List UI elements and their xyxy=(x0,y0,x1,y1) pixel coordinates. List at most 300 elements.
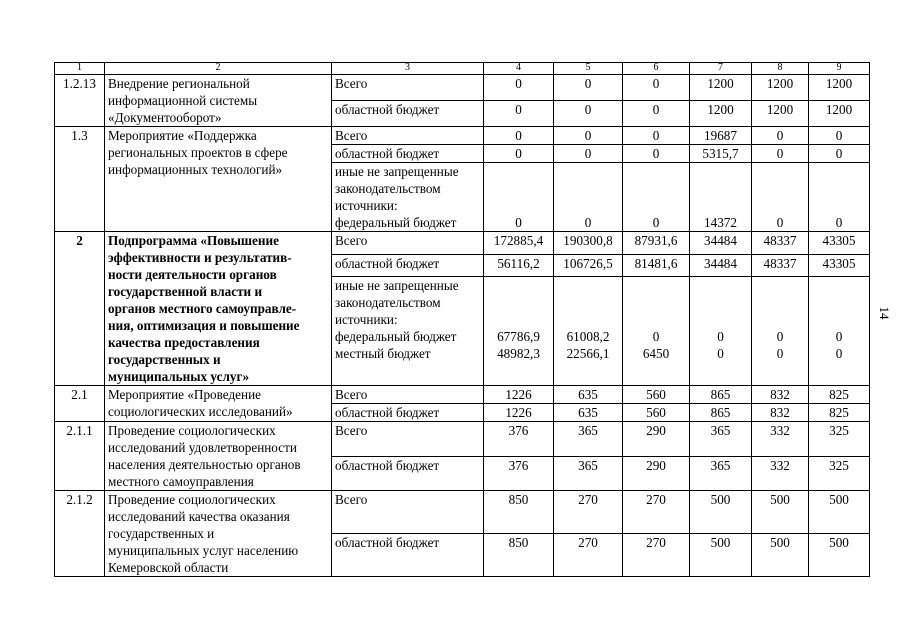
cell-line: 332 xyxy=(770,423,790,438)
cell-line: областной бюджет xyxy=(335,102,440,117)
value-cell xyxy=(752,386,809,404)
cell-line: 635 xyxy=(578,405,598,420)
funding-source xyxy=(332,491,484,534)
spacer xyxy=(487,163,550,180)
column-number: 1 xyxy=(55,63,105,75)
column-number: 6 xyxy=(623,63,690,75)
cell-line: Всего xyxy=(335,423,368,438)
cell-line: государственных и xyxy=(108,526,215,541)
funding-source xyxy=(332,163,484,232)
value-cell xyxy=(484,404,554,422)
value-cell xyxy=(752,534,809,577)
column-number: 4 xyxy=(484,63,554,75)
table-row xyxy=(55,232,870,255)
cell-line: 635 xyxy=(578,387,598,402)
cell-line: 0 xyxy=(584,128,592,143)
value-cell xyxy=(752,75,809,101)
value-cell xyxy=(752,491,809,534)
cell-line: 5315,7 xyxy=(702,146,739,161)
cell-line: 0 xyxy=(652,102,660,117)
spacer xyxy=(693,311,748,328)
cell-line: 0 xyxy=(652,329,660,345)
cell-line: 365 xyxy=(710,457,731,473)
value-cell xyxy=(623,422,690,457)
value-cell xyxy=(484,456,554,491)
spacer xyxy=(755,197,805,214)
cell-line: исследований качества оказания xyxy=(108,509,290,524)
cell-line: 0 xyxy=(515,102,522,117)
cell-line: 865 xyxy=(710,405,731,420)
cell-line: Кемеровской области xyxy=(108,560,229,575)
cell-line: государственной власти и xyxy=(108,284,263,299)
cell-line: 43305 xyxy=(822,233,856,248)
value-cell xyxy=(690,163,752,232)
funding-source xyxy=(332,127,484,145)
cell-line: 0 xyxy=(652,76,660,91)
value-cell xyxy=(809,422,870,457)
cell-line: 0 xyxy=(584,146,592,161)
budget-table xyxy=(54,62,870,577)
value-cell xyxy=(554,232,623,255)
value-cell xyxy=(690,277,752,386)
measure-name xyxy=(105,127,332,232)
cell-line: 1200 xyxy=(825,76,853,91)
measure-name xyxy=(105,75,332,127)
funding-source xyxy=(332,534,484,577)
value-cell xyxy=(809,404,870,422)
value-cell xyxy=(809,232,870,255)
value-cell xyxy=(554,254,623,277)
cell-line: 1200 xyxy=(766,102,794,117)
value-cell xyxy=(623,127,690,145)
cell-line: иные не запрещенные xyxy=(335,164,459,179)
cell-line: ности деятельности органов xyxy=(108,267,277,282)
cell-line: местного самоуправления xyxy=(108,474,254,489)
cell-line: Мероприятие «Проведение xyxy=(108,387,262,402)
cell-line: 0 xyxy=(515,128,522,143)
cell-line: областной бюджет xyxy=(335,146,440,161)
cell-line: 325 xyxy=(829,423,849,438)
spacer xyxy=(557,311,619,328)
cell-line: 0 xyxy=(652,128,660,143)
value-cell xyxy=(809,491,870,534)
row-code: 2.1.2 xyxy=(55,491,105,577)
cell-line: Всего xyxy=(335,76,368,91)
column-number: 3 xyxy=(332,63,484,75)
cell-line: 1200 xyxy=(707,76,734,91)
measure-name xyxy=(105,232,332,386)
cell-line: Внедрение региональной xyxy=(108,76,250,91)
value-cell xyxy=(752,127,809,145)
table-body xyxy=(55,63,870,577)
spacer xyxy=(626,197,686,214)
value-cell xyxy=(554,534,623,577)
cell-line: 0 xyxy=(584,102,592,117)
spacer xyxy=(755,163,805,180)
cell-line: 832 xyxy=(770,405,790,420)
cell-line: 865 xyxy=(710,387,731,402)
value-cell xyxy=(484,145,554,163)
value-cell xyxy=(690,491,752,534)
funding-source xyxy=(332,386,484,404)
funding-source xyxy=(332,145,484,163)
cell-line: исследований удовлетворенности xyxy=(108,440,297,455)
spacer xyxy=(487,277,550,294)
spacer xyxy=(755,277,805,294)
cell-line: Всего xyxy=(335,128,368,143)
cell-line: Всего xyxy=(335,233,368,248)
column-number: 7 xyxy=(690,63,752,75)
cell-line: 850 xyxy=(508,492,529,507)
cell-line: 376 xyxy=(508,423,529,438)
spacer xyxy=(487,311,550,328)
spacer xyxy=(693,180,748,197)
spacer xyxy=(626,180,686,197)
cell-line: Всего xyxy=(335,387,368,402)
table-row xyxy=(55,75,870,101)
cell-line: 270 xyxy=(646,535,666,550)
cell-line: населения деятельностью органов xyxy=(108,457,301,472)
cell-line: Подпрограмма «Повышение xyxy=(108,233,279,248)
value-cell xyxy=(809,254,870,277)
value-cell xyxy=(484,422,554,457)
value-cell xyxy=(554,386,623,404)
cell-line: 500 xyxy=(710,492,731,507)
funding-source xyxy=(332,456,484,491)
value-cell xyxy=(809,127,870,145)
cell-line: 1226 xyxy=(505,387,532,402)
cell-line: Проведение социологических xyxy=(108,492,276,507)
value-cell xyxy=(554,422,623,457)
value-cell xyxy=(554,163,623,232)
funding-source xyxy=(332,254,484,277)
column-number: 5 xyxy=(554,63,623,75)
cell-line: 1200 xyxy=(766,76,794,91)
cell-line: ния, оптимизация и повышение xyxy=(108,318,300,333)
cell-line: Проведение социологических xyxy=(108,423,276,438)
value-cell xyxy=(554,277,623,386)
value-cell xyxy=(809,456,870,491)
cell-line: 0 xyxy=(776,128,784,143)
cell-line: 500 xyxy=(770,535,790,550)
spacer xyxy=(812,294,866,311)
cell-line: 0 xyxy=(835,329,843,345)
cell-line: 48337 xyxy=(763,233,797,248)
spacer xyxy=(557,294,619,311)
cell-line: Всего xyxy=(335,492,368,507)
value-cell xyxy=(484,277,554,386)
value-cell xyxy=(554,491,623,534)
cell-line: государственных и xyxy=(108,352,221,367)
cell-line: 825 xyxy=(829,387,849,402)
value-cell xyxy=(484,127,554,145)
value-cell xyxy=(484,232,554,255)
cell-line: 0 xyxy=(652,146,660,161)
table-row xyxy=(55,491,870,534)
spacer xyxy=(557,163,619,180)
cell-line: 0 xyxy=(717,329,724,345)
cell-line: 500 xyxy=(829,535,849,550)
cell-line: 825 xyxy=(829,405,849,420)
cell-line: 43305 xyxy=(822,255,856,271)
cell-line: 850 xyxy=(508,535,529,550)
value-cell xyxy=(690,456,752,491)
cell-line: 500 xyxy=(829,492,849,507)
cell-line: 19687 xyxy=(704,128,737,143)
value-cell xyxy=(752,145,809,163)
value-cell xyxy=(484,75,554,101)
cell-line: федеральный бюджет xyxy=(335,215,457,230)
value-cell xyxy=(623,145,690,163)
value-cell xyxy=(752,404,809,422)
value-cell xyxy=(484,386,554,404)
cell-line: 48337 xyxy=(763,255,797,271)
value-cell xyxy=(554,75,623,101)
spacer xyxy=(755,180,805,197)
cell-line: местный бюджет xyxy=(335,346,431,362)
cell-line: муниципальных услуг» xyxy=(108,369,250,384)
cell-line: 290 xyxy=(646,457,666,473)
value-cell xyxy=(690,101,752,127)
value-cell xyxy=(690,145,752,163)
cell-line: 61008,2 xyxy=(566,329,610,345)
cell-line: 365 xyxy=(578,423,598,438)
cell-line: качества предоставления xyxy=(108,335,260,350)
value-cell xyxy=(690,534,752,577)
spacer xyxy=(626,163,686,180)
value-cell xyxy=(752,254,809,277)
value-cell xyxy=(752,163,809,232)
spacer xyxy=(755,311,805,328)
cell-line: 81481,6 xyxy=(634,255,678,271)
cell-line: областной бюджет xyxy=(335,255,440,271)
spacer xyxy=(487,294,550,311)
cell-line: эффективности и результатив- xyxy=(108,250,292,265)
value-cell xyxy=(484,491,554,534)
cell-line: 56116,2 xyxy=(497,255,540,271)
value-cell xyxy=(623,75,690,101)
cell-line: законодательством xyxy=(335,181,441,196)
cell-line: 376 xyxy=(508,457,529,473)
cell-line: областной бюджет xyxy=(335,535,440,550)
cell-line: 325 xyxy=(829,457,849,473)
cell-line: 0 xyxy=(515,146,522,161)
cell-line: 0 xyxy=(835,146,843,161)
row-code: 1.3 xyxy=(55,127,105,232)
funding-source xyxy=(332,232,484,255)
cell-line: 290 xyxy=(646,423,666,438)
value-cell xyxy=(752,277,809,386)
cell-line: информационной системы xyxy=(108,93,258,108)
funding-source xyxy=(332,101,484,127)
cell-line: 500 xyxy=(710,535,731,550)
cell-line: 14372 xyxy=(704,215,737,230)
cell-line: иные не запрещенные xyxy=(335,278,459,294)
value-cell xyxy=(554,127,623,145)
cell-line: 832 xyxy=(770,387,790,402)
cell-line: 500 xyxy=(770,492,790,507)
value-cell xyxy=(690,422,752,457)
cell-line: 332 xyxy=(770,457,790,473)
cell-line: 0 xyxy=(515,76,522,91)
cell-line: 106726,5 xyxy=(563,255,613,271)
spacer xyxy=(626,294,686,311)
cell-line: 270 xyxy=(578,492,598,507)
spacer xyxy=(626,277,686,294)
cell-line: 67786,9 xyxy=(497,329,540,345)
value-cell xyxy=(809,145,870,163)
cell-line: 365 xyxy=(578,457,598,473)
cell-line: 0 xyxy=(584,215,592,230)
table-row xyxy=(55,422,870,457)
cell-line: федеральный бюджет xyxy=(335,329,457,345)
row-code: 2 xyxy=(55,232,105,386)
spacer xyxy=(693,163,748,180)
spacer xyxy=(812,197,866,214)
value-cell xyxy=(623,404,690,422)
cell-line: 0 xyxy=(835,128,843,143)
value-cell xyxy=(554,101,623,127)
cell-line: областной бюджет xyxy=(335,457,440,473)
funding-source xyxy=(332,404,484,422)
column-number: 8 xyxy=(752,63,809,75)
cell-line: 560 xyxy=(646,405,666,420)
value-cell xyxy=(690,404,752,422)
cell-line: 270 xyxy=(578,535,598,550)
value-cell xyxy=(623,254,690,277)
cell-line: 270 xyxy=(646,492,666,507)
value-cell xyxy=(752,101,809,127)
value-cell xyxy=(623,232,690,255)
cell-line: 22566,1 xyxy=(566,346,610,362)
cell-line: 87931,6 xyxy=(634,233,678,248)
spacer xyxy=(693,197,748,214)
value-cell xyxy=(484,254,554,277)
value-cell xyxy=(484,101,554,127)
cell-line: 34484 xyxy=(704,255,737,271)
cell-line: 0 xyxy=(652,215,660,230)
value-cell xyxy=(484,163,554,232)
value-cell xyxy=(623,456,690,491)
value-cell xyxy=(809,163,870,232)
cell-line: 0 xyxy=(584,76,592,91)
spacer xyxy=(812,277,866,294)
page-number: 14 xyxy=(877,306,892,320)
value-cell xyxy=(554,404,623,422)
row-code: 2.1.1 xyxy=(55,422,105,491)
value-cell xyxy=(809,534,870,577)
value-cell xyxy=(623,491,690,534)
measure-name xyxy=(105,422,332,491)
cell-line: Мероприятие «Поддержка xyxy=(108,128,257,143)
value-cell xyxy=(623,277,690,386)
funding-source xyxy=(332,422,484,457)
cell-line: муниципальных услуг населению xyxy=(108,543,299,558)
value-cell xyxy=(484,534,554,577)
row-code: 1.2.13 xyxy=(55,75,105,127)
column-number: 9 xyxy=(809,63,870,75)
value-cell xyxy=(623,163,690,232)
value-cell xyxy=(690,127,752,145)
value-cell xyxy=(690,386,752,404)
cell-line: 172885,4 xyxy=(493,233,544,248)
value-cell xyxy=(690,75,752,101)
spacer xyxy=(487,180,550,197)
spacer xyxy=(812,163,866,180)
value-cell xyxy=(623,101,690,127)
value-cell xyxy=(809,277,870,386)
value-cell xyxy=(554,456,623,491)
cell-line: региональных проектов в сфере xyxy=(108,145,288,160)
cell-line: 0 xyxy=(776,215,784,230)
cell-line: 48982,3 xyxy=(497,346,540,362)
cell-line: 0 xyxy=(776,146,784,161)
funding-source xyxy=(332,277,484,386)
cell-line: информационных технологий» xyxy=(108,162,283,177)
spacer xyxy=(487,197,550,214)
cell-line: областной бюджет xyxy=(335,405,440,420)
value-cell xyxy=(809,386,870,404)
cell-line: социологических исследований» xyxy=(108,404,293,419)
funding-source xyxy=(332,75,484,101)
column-number: 2 xyxy=(105,63,332,75)
value-cell xyxy=(623,386,690,404)
cell-line: 190300,8 xyxy=(563,233,613,248)
row-code: 2.1 xyxy=(55,386,105,422)
measure-name xyxy=(105,386,332,422)
cell-line: 0 xyxy=(717,346,724,362)
spacer xyxy=(812,180,866,197)
cell-line: 365 xyxy=(710,423,731,438)
cell-line: 0 xyxy=(776,346,784,362)
cell-line: 0 xyxy=(515,215,522,230)
value-cell xyxy=(752,422,809,457)
cell-line: источники: xyxy=(335,312,398,328)
spacer xyxy=(812,311,866,328)
cell-line: 34484 xyxy=(704,233,737,248)
measure-name xyxy=(105,491,332,577)
spacer xyxy=(557,277,619,294)
table-row xyxy=(55,386,870,404)
cell-line: 6450 xyxy=(642,346,670,362)
value-cell xyxy=(752,456,809,491)
cell-line: законодательством xyxy=(335,295,441,311)
value-cell xyxy=(809,101,870,127)
cell-line: 560 xyxy=(646,387,666,402)
value-cell xyxy=(690,254,752,277)
spacer xyxy=(557,180,619,197)
cell-line: органов местного самоуправле- xyxy=(108,301,297,316)
cell-line: источники: xyxy=(335,198,398,213)
cell-line: 1226 xyxy=(505,405,532,420)
cell-line: 0 xyxy=(835,215,843,230)
cell-line: 1200 xyxy=(825,102,853,117)
value-cell xyxy=(752,232,809,255)
spacer xyxy=(693,294,748,311)
table-row xyxy=(55,127,870,145)
column-number-row xyxy=(55,63,870,75)
cell-line: 0 xyxy=(776,329,784,345)
value-cell xyxy=(690,232,752,255)
cell-line: 0 xyxy=(835,346,843,362)
spacer xyxy=(557,197,619,214)
value-cell xyxy=(623,534,690,577)
spacer xyxy=(693,277,748,294)
spacer xyxy=(755,294,805,311)
cell-line: «Документооборот» xyxy=(108,110,222,125)
value-cell xyxy=(554,145,623,163)
spacer xyxy=(626,311,686,328)
